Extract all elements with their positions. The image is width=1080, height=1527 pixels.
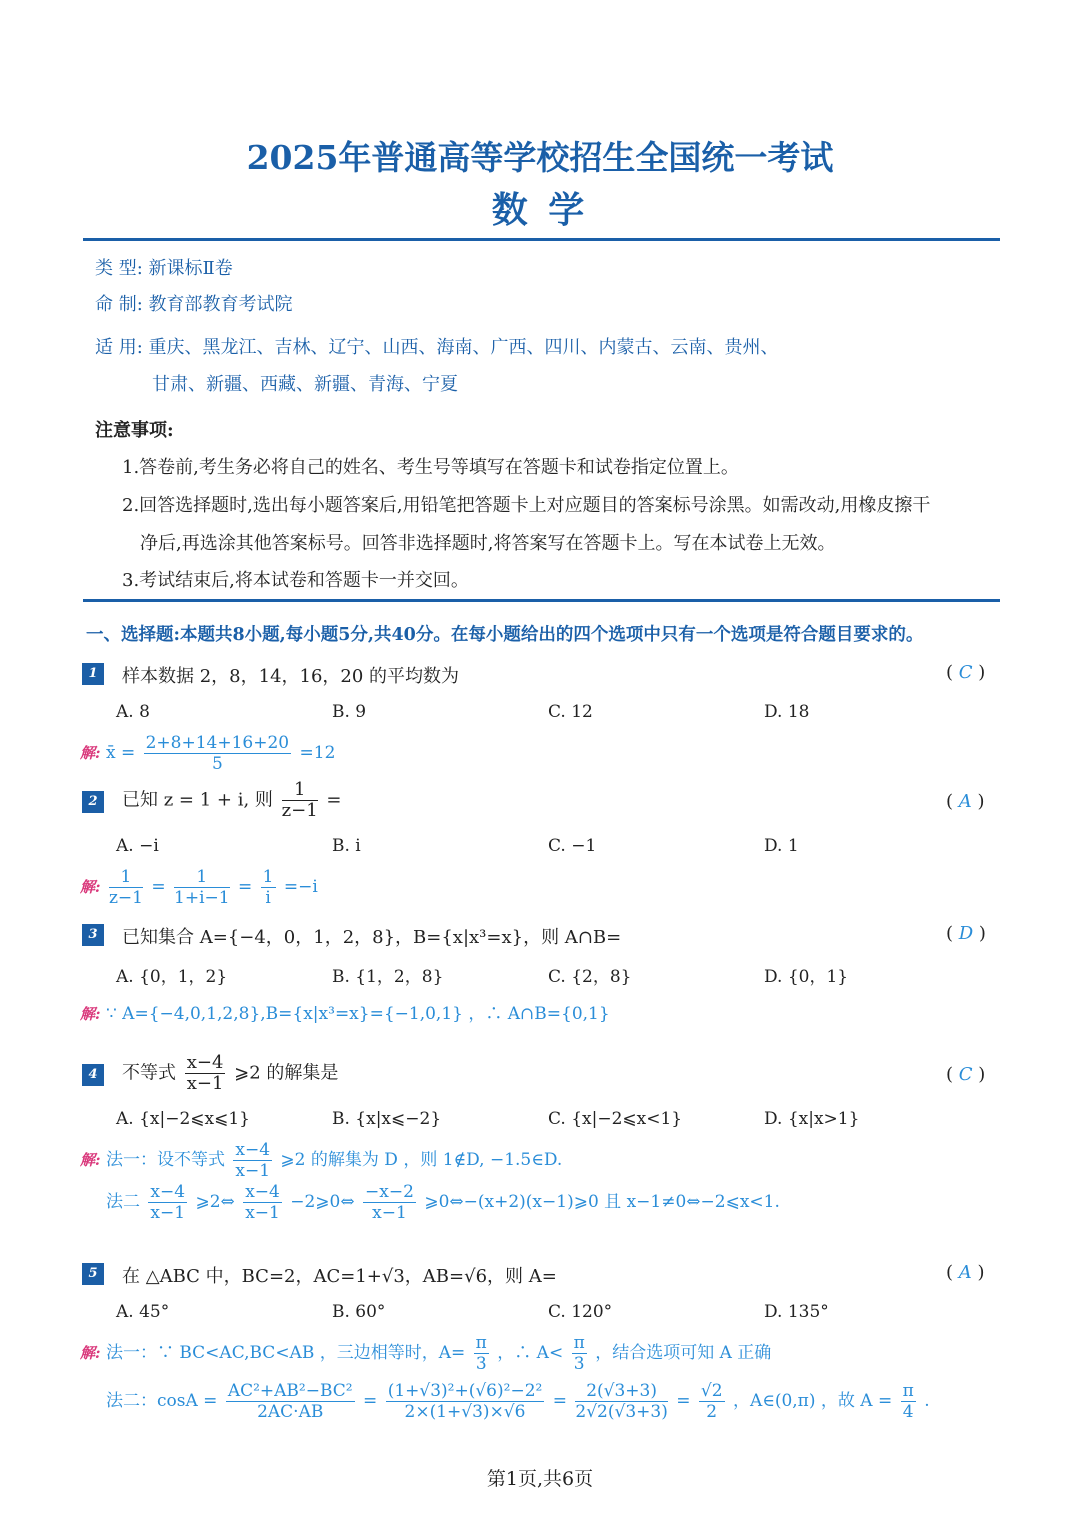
section-divider [83,599,1000,602]
q5-sol1-post: ，结合选项可知 A 正确 [595,1343,772,1363]
q4-option-b: B. {x|x⩽−2} [332,1109,442,1129]
q5-sol2-eq1: = [363,1391,378,1411]
q5-sol2-eq3: = [676,1391,691,1411]
q5-text: 在 △ABC 中，BC=2，AC=1+√3，AB=√6，则 A= [122,1266,557,1287]
q5-answer: ( A ) [946,1262,985,1283]
q2-frac-num: 1 [282,780,318,801]
q4-sol1-post: ⩾2 的解集为 D ，则 1∉D, −1.5∈D. [280,1150,563,1170]
q4-option-c: C. {x|−2⩽x<1} [548,1109,683,1129]
note-2a: 2.回答选择题时,选出每小题答案后,用铅笔把答题卡上对应题目的答案标号涂黑。如需改动,用橡皮擦干 [122,495,931,516]
q5-sol2-mid: ，A∈(0,π) ，故 A = [732,1391,893,1411]
q5-option-b: B. 60° [332,1302,386,1322]
q5-sol2-frac-1 [226,1381,355,1422]
q4-sol2-n2: x−4 [245,1182,280,1202]
notes-heading: 注意事项: [95,420,174,441]
q2-answer: ( A ) [946,791,985,812]
q5-sol2-eq2: = [552,1391,567,1411]
q2-option-b: B. i [332,836,361,856]
solution-label: 解: [80,878,101,896]
q2-sol-post: =−i [283,877,318,897]
q3-solution [80,999,610,1024]
q2-answer-letter: A [958,791,972,812]
q4-sol2-n3: −x−2 [365,1182,414,1202]
note-3: 3.考试结束后,将本试卷和答题卡一并交回。 [122,570,469,591]
apply-label: 适 用: [95,337,143,358]
q2-sol-frac-3 [261,867,276,908]
q5-sol1-den: 3 [475,1354,487,1374]
q5-sol2-pre: 法二：cosA = [106,1391,218,1411]
q5-sol1-num2: π [573,1333,585,1353]
q4-sol2-pre: 法二 [106,1192,140,1212]
q4-fraction [185,1053,226,1094]
q4-sol1-den: x−1 [235,1161,271,1181]
q5-sol2-n3: 2(√3+3) [575,1381,667,1402]
section-1-heading: 一、选择题:本题共8小题,每小题5分,共40分。在每小题给出的四个选项中只有一个选项是符合题目要求的。 [86,625,924,645]
q1-answer-letter: C [958,662,973,683]
q3-text: 已知集合 A={−4，0，1，2，8}，B={x|x³=x}，则 A∩B= [122,927,622,948]
question-number-badge: 5 [82,1263,104,1285]
q1-option-b: B. 9 [332,702,367,722]
solution-label: 解: [80,1344,101,1362]
type-label: 类 型: [95,258,143,279]
q5-option-c: C. 120° [548,1302,613,1322]
note-1: 1.答卷前,考生务必将自己的姓名、考生号等填写在答题卡和试卷指定位置上。 [122,457,739,478]
q4-text-post: ⩾2 的解集是 [234,1062,339,1084]
apply-line-1: 重庆、黑龙江、吉林、辽宁、山西、海南、广西、四川、内蒙古、云南、贵州、 [148,337,779,358]
note-2b: 净后,再选涂其他答案标号。回答非选择题时,将答案写在答题卡上。写在本试卷上无效。 [140,533,836,554]
q4-option-d: D. {x|x>1} [764,1109,860,1129]
maker-row [95,290,293,316]
q3-answer-letter: D [958,923,974,944]
solution-label: 解: [80,1005,101,1023]
q2-sol-n3: 1 [262,867,274,887]
q5-sol1-num: π [475,1333,487,1353]
q3-sol-text: ∵ A={−4,0,1,2,8},B={x|x³=x}={−1,0,1} ，∴ A∩B={0,1} [105,1004,610,1024]
q5-sol2-frac-3 [575,1381,667,1422]
q2-solution [80,867,318,908]
q1-sol-fraction [144,733,292,774]
q2-option-d: D. 1 [764,836,799,856]
q4-sol2-d3: x−1 [372,1203,407,1223]
q2-sol-d3: i [265,888,271,908]
q5-option-d: D. 135° [764,1302,829,1322]
q4-text [122,1053,338,1094]
q4-option-a: A. {x|−2⩽x⩽1} [116,1109,250,1129]
q1-solution [80,733,335,774]
q1-sol-post: =12 [299,743,336,763]
q5-sol1-frac-1 [474,1333,489,1374]
q5-sol1-mid: ，∴ A< [497,1343,564,1363]
q4-sol2-post: ⩾0⇔−(x+2)(x−1)⩾0 且 x−1≠0⇔−2⩽x<1. [424,1192,780,1212]
q5-sol2-n4: √2 [700,1381,723,1401]
q4-solution-2 [106,1182,780,1223]
q2-option-c: C. −1 [548,836,597,856]
solution-label: 解: [80,1151,101,1169]
q3-option-c: C. {2，8} [548,967,632,987]
type-row [95,254,233,280]
solution-label: 解: [80,744,101,762]
q2-frac-den: z−1 [281,800,318,821]
q4-text-pre: 不等式 [122,1062,176,1084]
q4-sol2-m2: −2⩾0⇔ [290,1192,355,1212]
question-number-badge: 4 [82,1064,104,1086]
q5-sol2-n5: π [902,1381,914,1401]
q5-sol2-d4: 2 [706,1402,718,1422]
q5-sol1-frac-2 [572,1333,587,1374]
q2-sol-n2: 1 [174,867,230,888]
subject-title: 数 学 [491,189,589,231]
q1-option-d: D. 18 [764,702,810,722]
q5-sol2-d2: 2×(1+√3)×√6 [404,1402,526,1422]
q2-option-a: A. −i [116,836,159,856]
question-number-badge: 2 [82,791,104,813]
q3-answer: ( D ) [946,923,986,944]
q2-text-pre: 已知 z = 1 + i, 则 [122,789,273,811]
maker-value: 教育部教育考试院 [148,294,293,315]
q1-sol-den: 5 [211,754,223,774]
q5-answer-letter: A [958,1262,972,1283]
q5-sol2-frac-4 [699,1381,725,1422]
q1-sol-num: 2+8+14+16+20 [145,733,290,753]
q4-sol1-fraction [233,1140,272,1181]
q5-solution-2 [106,1381,930,1422]
q4-answer: ( C ) [946,1064,986,1085]
q2-sol-d1: z−1 [108,888,143,908]
q5-sol2-frac-5 [901,1381,916,1422]
question-number-badge: 1 [82,663,104,685]
q4-sol1-pre: 法一：设不等式 [105,1150,225,1170]
q1-text: 样本数据 2，8，14，16，20 的平均数为 [122,666,460,687]
q5-sol1-den2: 3 [573,1354,585,1374]
q4-sol2-m1: ⩾2⇔ [195,1192,235,1212]
q5-sol2-frac-2 [386,1381,545,1422]
type-value: 新课标Ⅱ卷 [148,258,233,279]
q4-sol2-frac-2 [243,1182,282,1223]
apply-row [95,333,779,359]
exam-title: 2025年普通高等学校招生全国统一考试 [246,138,834,177]
q1-option-a: A. 8 [116,702,150,722]
q4-solution-1 [80,1140,562,1181]
q4-sol1-num: x−4 [235,1140,271,1160]
q2-fraction [282,780,318,821]
q1-answer: ( C ) [946,662,986,683]
q3-option-b: B. {1，2，8} [332,967,444,987]
q4-sol2-frac-3 [363,1182,416,1223]
q2-text-post: = [326,789,342,811]
q5-sol1-pre: 法一：∵ BC<AC,BC<AB ，三边相等时，A= [105,1343,466,1363]
q2-sol-n1: 1 [109,867,143,888]
q1-sol-pre: x̄ = [105,743,136,763]
q4-answer-letter: C [958,1064,973,1085]
q4-sol2-d2: x−1 [245,1203,280,1223]
page-footer: 第1页,共6页 [486,1468,594,1490]
q4-sol2-frac-1 [148,1182,187,1223]
q4-frac-den: x−1 [186,1073,224,1094]
q5-sol2-n1: AC²+AB²−BC² [227,1381,353,1401]
maker-label: 命 制: [95,294,143,315]
q5-sol2-n2: (1+√3)²+(√6)²−2² [387,1381,543,1401]
q2-sol-eq2: = [238,877,253,897]
q5-sol2-d5: 4 [902,1402,914,1422]
q2-sol-frac-2 [174,867,230,908]
q5-option-a: A. 45° [116,1302,170,1322]
q5-sol2-d1: 2AC·AB [257,1402,324,1422]
q5-sol2-end: . [924,1391,930,1411]
q4-sol2-n1: x−4 [150,1182,186,1202]
q2-sol-frac-1 [109,867,143,908]
q5-solution-1 [80,1333,771,1374]
q2-sol-d2: 1+i−1 [174,888,230,908]
q4-frac-num: x−4 [186,1052,224,1073]
q2-sol-eq1: = [151,877,166,897]
q4-sol2-d1: x−1 [150,1203,186,1223]
q5-sol2-d3: 2√2(√3+3) [575,1402,668,1422]
question-number-badge: 3 [82,924,104,946]
header-divider [83,238,1000,241]
q2-text [122,780,342,821]
q3-option-d: D. {0，1} [764,967,849,987]
q1-option-c: C. 12 [548,702,593,722]
q3-option-a: A. {0，1，2} [116,967,228,987]
apply-line-2: 甘肃、新疆、西藏、新疆、青海、宁夏 [152,374,458,395]
